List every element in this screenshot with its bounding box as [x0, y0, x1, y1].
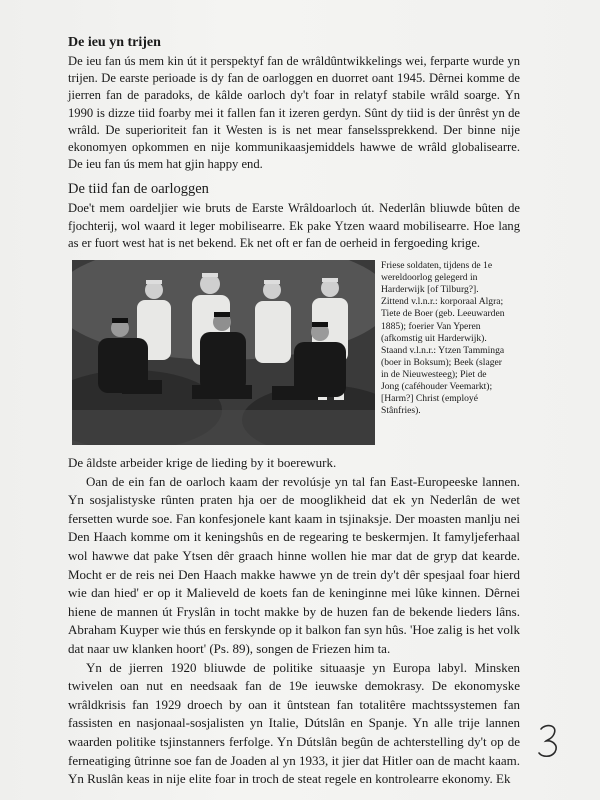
soldiers-photo-image: [72, 260, 375, 445]
caption-line: (afkomstig uit Harderwijk).: [381, 332, 487, 344]
body-continuation: [68, 454, 520, 789]
section-intro-wars: Doe't mem oardeljier wie bruts de Earste Wrâldoarloch út. Nederlân bliuwde bûten de fjochterij, wol waard it leger mobilisearre. Ek pake Ytzen waard mobilisearre. Hoe lang as er fuort west hat is net bekend. Ek net oft er fan de oerheid in fergoeding krige.: [68, 201, 520, 250]
section-title-wars: De tiid fan de oarloggen: [68, 181, 209, 198]
photo-block: [68, 260, 520, 448]
caption-line: [Harm?] Christ (employé: [381, 393, 478, 405]
caption-line: (boer in Boksum); Beek (slager: [381, 356, 502, 368]
caption-line: Jong (caféhouder Veemarkt);: [381, 380, 493, 392]
caption-line: Harderwijk [of Tilburg?].: [381, 284, 479, 296]
section-title-century: De ieu yn trijen: [68, 35, 161, 50]
paragraph-1920s: Yn de jierren 1920 bliuwde de politike situaasje yn Europa labyl. Minsken twivelen oan nut en needsaak fan de 19e ieuwske demokrasy. De ekonomyske wrâldkrisis fan 1929 droech by oan it ûntstean fan totalitêre machtssystemen fan fassisten en nasjonaal-sosjalisten yn Italie, Dútslân en Spanje. Yn alle trije lannen waarden politike tsjinstanners ferfolge. Yn Dútslân begûn de achterstelling dy't op de ferneatiging ûtrinne soe fan de Joaden al yn 1933, it jier dat Hitler oan de macht kaam. Yn Ruslân keas in nije elite foar in troch de steat regele en kontrolearre ekonomy. Ek: [68, 659, 520, 787]
lead-sentence: De âldste arbeider krige de lieding by it boerewurk.: [68, 455, 337, 471]
caption-line: Friese soldaten, tijdens de 1e: [381, 260, 493, 272]
photo-caption: [381, 260, 526, 417]
soldiers-photo: [72, 260, 375, 445]
caption-line: 1885); foerier Van Yperen: [381, 320, 481, 332]
caption-line: Staand v.l.n.r.: Ytzen Tamminga: [381, 344, 505, 356]
caption-line: in de Nieuwesteeg); Piet de: [381, 368, 487, 380]
caption-line: Zittend v.l.n.r.: korporaal Algra;: [381, 296, 504, 308]
caption-line: Tiete de Boer (geb. Leeuwarden: [381, 308, 505, 320]
handwritten-page-number: [536, 722, 562, 760]
page-number: [536, 722, 562, 760]
paragraph-revolution: Oan de ein fan de oarloch kaam der revolúsje yn tal fan East-Europeeske lannen. Yn sosjalistyske rûnten praten hja oer de mooglikheid dat ek yn Nederlân de wet fersetten wurde soe. Fan konfesjonele kant kaam in tsjinaksje. Der moasten manlju nei Den Haach komme om it keningshûs en de regearing te beskermjen. It famyljeferhaal wol hawwe dat pake Ytsen dêr graach hinne wollen hie mar dat de gryp dat kearde. Mocht er de reis nei Den Haach makke hawwe yn de trein dy't dêr spesjaal foar hierd wie dan hied' er op it Malieveld de koets fan de keninginne mei lûke kinnen. Dêrnei hiene de mannen út Fryslân in tocht makke by de huzen fan de bekende lieders lâns. Abraham Kuyper wie thús en ferskynde op it balkon fan syn hûs. 'Hoe zalig is het volk dat naar uw klanken hoort' (Ps. 89), songen de Friezen him ta.: [68, 473, 520, 656]
page-content: [68, 34, 520, 789]
caption-line: wereldoorlog gelegerd in: [381, 272, 478, 284]
section-body-century: De ieu fan ús mem kin út it perspektyf fan de wrâldûntwikkelings wei, ferparte wurde yn trijen. De earste perioade is dy fan de oarloggen en duorret oant 1945. Dêrnei komme de jierren fan de paradoks, de kâlde oarloch dy't foar in relatyf stabile wrâld soarge. Yn 1990 is dizze tiid foarby mei it fallen fan it izeren gerdyn. Sûnt dy tiid is der ûnrêst yn de wrâld. De superioriteit fan it Westen is is net mear fanselssprekkend. Der binne nije ekonomyen opkommen en nije kommunikaasjemiddels hawwe de wrâld globalisearre. De ieu fan ús mem hat gjin happy end.: [68, 54, 520, 172]
caption-line: Stânfries).: [381, 405, 421, 417]
